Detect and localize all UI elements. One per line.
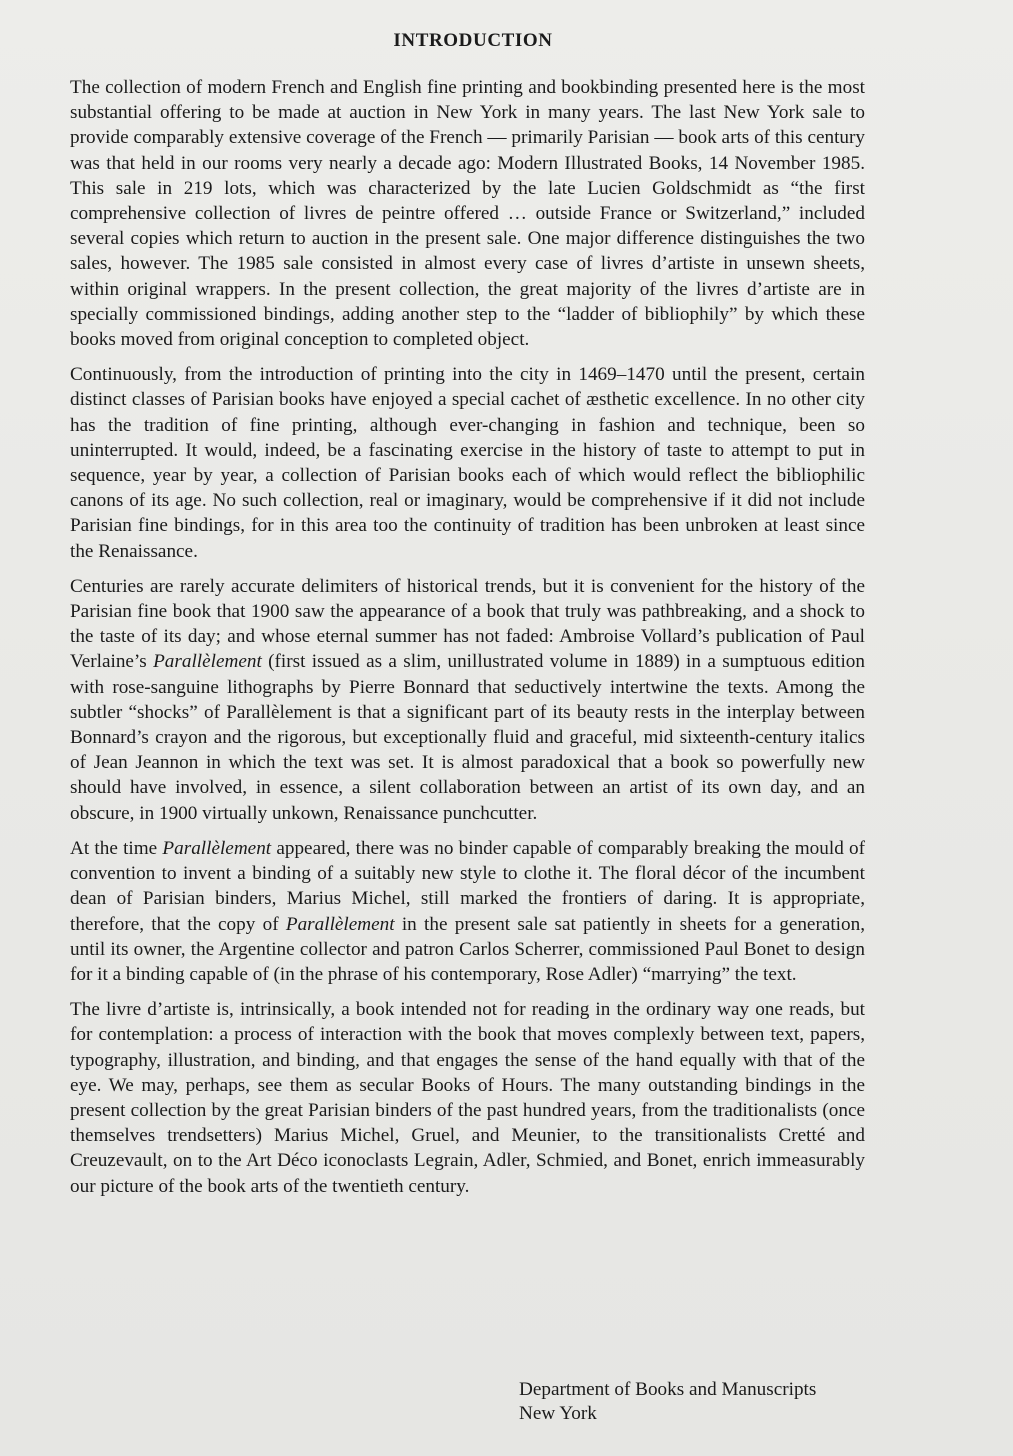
page-title: INTRODUCTION	[393, 30, 553, 51]
text-run: (first issued as a slim, unillustrated volume in 1889) in a sumptuous edition with rose-sanguine lithographs by Pierre Bonnard that seductively intertwine the texts. Among the subtler “shocks” of Parallèlement is that a significant part of its beauty rests in the interplay between Bonnard’s crayon and the rigorous, but exceptionally fluid and graceful, mid sixteenth-century italics of Jean Jeannon in which the text was set. It is almost paradoxical that a book so powerfully new should have involved, in essence, a silent collaboration between an artist of its own day, and an obscure, in 1900 virtually unkown, Renaissance punchcutter.	[70, 651, 865, 824]
book-title-italic: Parallèlement	[285, 913, 395, 935]
signature-block	[519, 1378, 816, 1426]
text-run: appeared, there was no binder capable of comparably breaking the mould of convention to invent a binding of a suitably new style to clothe it. The floral décor of the incumbent dean of Parisian binders, Marius Michel, still marked the frontiers of daring. It is appropriate, therefore, that the copy of	[70, 837, 866, 935]
paragraph	[70, 362, 865, 564]
paragraph	[70, 997, 865, 1199]
paragraph	[70, 75, 865, 352]
signature-location: New York	[519, 1403, 597, 1424]
book-title-italic: Parallèlement	[153, 651, 262, 673]
paragraph	[70, 574, 865, 826]
text-run: The collection of modern French and English fine printing and bookbinding presented here is the most substantial offering to be made at auction in New York in many years. The last New York sale to provide comparably extensive coverage of the French — primarily Parisian — book arts of this century was that held in our rooms very nearly a decade ago: Modern Illustrated Books, 14 November 1985. This sale in 219 lots, which was characterized by the late Lucien Goldschmidt as “the first comprehensive collection of livres de peintre offered … outside France or Switzerland,” included several copies which return to auction in the present sale. One major difference distinguishes the two sales, however. The 1985 sale consisted in almost every case of livres d’artiste in unsewn sheets, within original wrappers. In the present collection, the great majority of the livres d’artiste are in specially commissioned bindings, adding another step to the “ladder of bibliophily” by which these books moved from original conception to completed object.	[70, 77, 865, 351]
signature-department: Department of Books and Manuscripts	[519, 1379, 817, 1400]
text-run: in the present sale sat patiently in sheets for a generation, until its owner, the Argentine collector and patron Carlos Scherrer, commissioned Paul Bonet to design for it a binding capable of (in the phrase of his contemporary, Rose Adler) “marrying” the text.	[70, 913, 865, 985]
text-run: At the time	[70, 837, 163, 859]
body-text	[70, 75, 865, 1199]
text-run: The livre d’artiste is, intrinsically, a book intended not for reading in the ordinary way one reads, but for contemplation: a process of interaction with the book that moves complexly between text, papers, typography, illustration, and binding, and that engages the sense of the hand equally with that of the eye. We may, perhaps, see them as secular Books of Hours. The many outstanding bindings in the present collection by the great Parisian binders of the past hundred years, from the traditionalists (once themselves trendsetters) Marius Michel, Gruel, and Meunier, to the transitionalists Cretté and Creuzevault, on to the Art Déco iconoclasts Legrain, Adler, Schmied, and Bonet, enrich immeasurably our picture of the book arts of the twentieth century.	[70, 999, 865, 1197]
text-run: Centuries are rarely accurate delimiters of historical trends, but it is convenient for the history of the Parisian fine book that 1900 saw the appearance of a book that truly was pathbreaking, and a shock to the taste of its day; and whose eternal summer has not faded: Ambroise Vollard’s publication of Paul Verlaine’s	[70, 575, 865, 673]
text-run: Continuously, from the introduction of printing into the city in 1469–1470 until the present, certain distinct classes of Parisian books have enjoyed a special cachet of æsthetic excellence. In no other city has the tradition of fine printing, although ever-changing in fashion and technique, been so uninterrupted. It would, indeed, be a fascinating exercise in the history of taste to attempt to put in sequence, year by year, a collection of Parisian books each of which would reflect the bibliophilic canons of its age. No such collection, real or imaginary, would be comprehensive if it did not include Parisian fine bindings, for in this area too the continuity of tradition has been unbroken at least since the Renaissance.	[70, 364, 865, 562]
paragraph	[70, 836, 865, 987]
book-title-italic: Parallèlement	[162, 837, 272, 859]
